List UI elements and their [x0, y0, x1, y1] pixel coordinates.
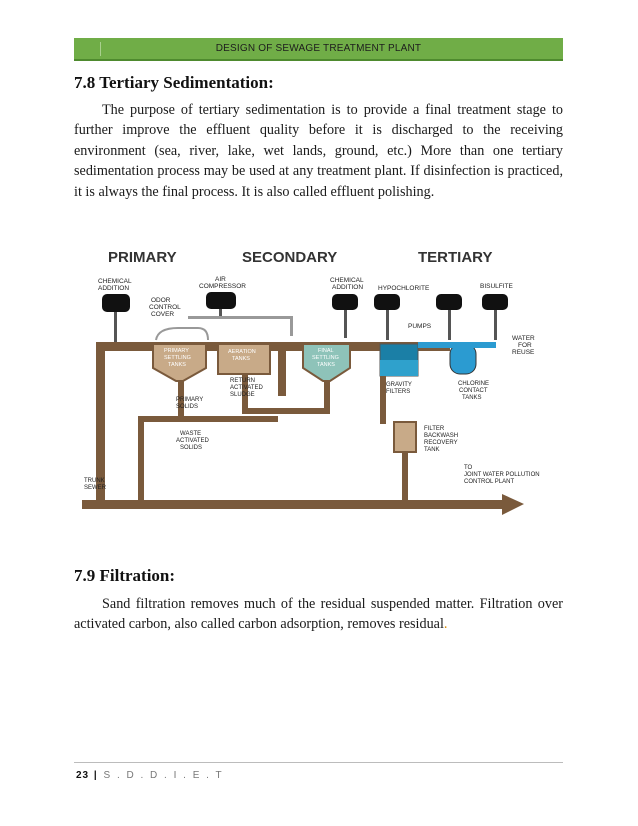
svg-text:COVER: COVER — [151, 311, 175, 318]
section-body-7-8: The purpose of tertiary sedimentation is to provide a final treatment stage to further improve the effluent quality before it is discharged to the receiving environment (sea, river, lake, wet lands, ground, etc.) More than one tertiary sedimentation process may be used at any treatment plant. If disinfection is practiced, it is always the final process. It is also called effluent polishing. — [74, 102, 563, 200]
svg-text:TANKS: TANKS — [462, 395, 482, 401]
svg-text:TANK: TANK — [424, 447, 440, 453]
svg-text:PRIMARY: PRIMARY — [164, 348, 189, 354]
svg-text:REUSE: REUSE — [512, 349, 535, 356]
chemical-addition-2 — [330, 277, 364, 338]
svg-text:TANKS: TANKS — [317, 362, 335, 368]
to-control-plant-label — [464, 465, 540, 485]
svg-text:SETTLING: SETTLING — [164, 355, 191, 361]
svg-text:AIR: AIR — [215, 276, 226, 283]
svg-text:ODOR: ODOR — [151, 297, 171, 304]
hypochlorite-tank — [374, 285, 430, 340]
svg-text:ADDITION: ADDITION — [98, 285, 130, 292]
chemical-addition-1 — [98, 278, 132, 342]
svg-text:FINAL: FINAL — [318, 348, 334, 354]
svg-text:CHEMICAL: CHEMICAL — [98, 278, 132, 285]
water-for-reuse — [418, 335, 535, 356]
page-header — [74, 38, 563, 61]
svg-text:WATER: WATER — [512, 335, 535, 342]
footer-org: S . D . D . I . E . T — [103, 770, 224, 781]
section-body-7-9-end: . — [443, 616, 448, 633]
svg-text:SOLIDS: SOLIDS — [176, 404, 199, 410]
air-compressor — [188, 276, 293, 336]
footer-separator: | — [93, 770, 99, 781]
svg-text:HYPOCHLORITE: HYPOCHLORITE — [378, 285, 430, 292]
stage-primary: PRIMARY — [108, 249, 177, 266]
waste-activated-solids — [138, 416, 278, 504]
svg-text:BACKWASH: BACKWASH — [424, 433, 459, 439]
svg-text:AERATION: AERATION — [228, 349, 256, 355]
svg-text:FILTERS: FILTERS — [386, 389, 411, 395]
final-settling-tanks — [303, 344, 350, 411]
svg-text:RECOVERY: RECOVERY — [424, 440, 458, 446]
svg-text:RETURN: RETURN — [230, 378, 255, 384]
svg-text:SETTLING: SETTLING — [312, 355, 339, 361]
trunk-sewer-label — [84, 478, 107, 491]
section-body-7-9 — [74, 594, 563, 635]
svg-text:ACTIVATED: ACTIVATED — [230, 385, 263, 391]
section-heading-7-8: 7.8 Tertiary Sedimentation: — [74, 73, 274, 92]
page-footer — [76, 770, 224, 781]
svg-text:SOLIDS: SOLIDS — [180, 445, 203, 451]
svg-text:CHLORINE: CHLORINE — [458, 381, 490, 387]
footer-divider — [74, 762, 563, 763]
stage-tertiary: TERTIARY — [418, 249, 493, 266]
svg-text:GRAVITY: GRAVITY — [386, 382, 412, 388]
svg-text:FOR: FOR — [518, 342, 532, 349]
svg-text:PRIMARY: PRIMARY — [176, 397, 204, 403]
svg-text:SLUDGE: SLUDGE — [230, 392, 255, 398]
pumps-label: PUMPS — [408, 323, 432, 330]
svg-text:SEWER: SEWER — [84, 485, 107, 491]
svg-text:CONTROL PLANT: CONTROL PLANT — [464, 479, 515, 485]
svg-text:COMPRESSOR: COMPRESSOR — [199, 283, 246, 290]
svg-text:TRUNK: TRUNK — [84, 478, 105, 484]
aeration-tanks — [218, 344, 270, 374]
svg-text:BISULFITE: BISULFITE — [480, 283, 513, 290]
svg-text:ADDITION: ADDITION — [332, 284, 364, 291]
sewage-treatment-diagram — [78, 236, 540, 521]
section-heading-7-9: 7.9 Filtration: — [74, 566, 176, 585]
svg-text:TANKS: TANKS — [168, 362, 186, 368]
svg-text:ACTIVATED: ACTIVATED — [176, 438, 209, 444]
svg-text:CHEMICAL: CHEMICAL — [330, 277, 364, 284]
bisulfite-tank — [436, 283, 514, 340]
svg-text:TANKS: TANKS — [232, 356, 250, 362]
section-body-7-9-main: Sand filtration removes much of the residual suspended matter. Filtration over activated carbon, also called carbon adsorption, removes residual — [74, 596, 563, 633]
svg-text:WASTE: WASTE — [180, 431, 202, 437]
primary-solids-label — [176, 397, 203, 410]
svg-text:TO: TO — [464, 465, 473, 471]
trunk-sewer-pipe — [82, 494, 524, 515]
stage-secondary: SECONDARY — [242, 249, 338, 266]
svg-text:FILTER: FILTER — [424, 426, 445, 432]
svg-text:CONTACT: CONTACT — [459, 388, 488, 394]
chlorine-contact-tanks — [450, 344, 489, 401]
page-number: 23 — [76, 770, 90, 781]
header-title: DESIGN OF SEWAGE TREATMENT PLANT — [215, 43, 422, 54]
svg-text:CONTROL: CONTROL — [149, 304, 181, 311]
svg-text:JOINT WATER POLLUTION: JOINT WATER POLLUTION — [464, 472, 540, 478]
